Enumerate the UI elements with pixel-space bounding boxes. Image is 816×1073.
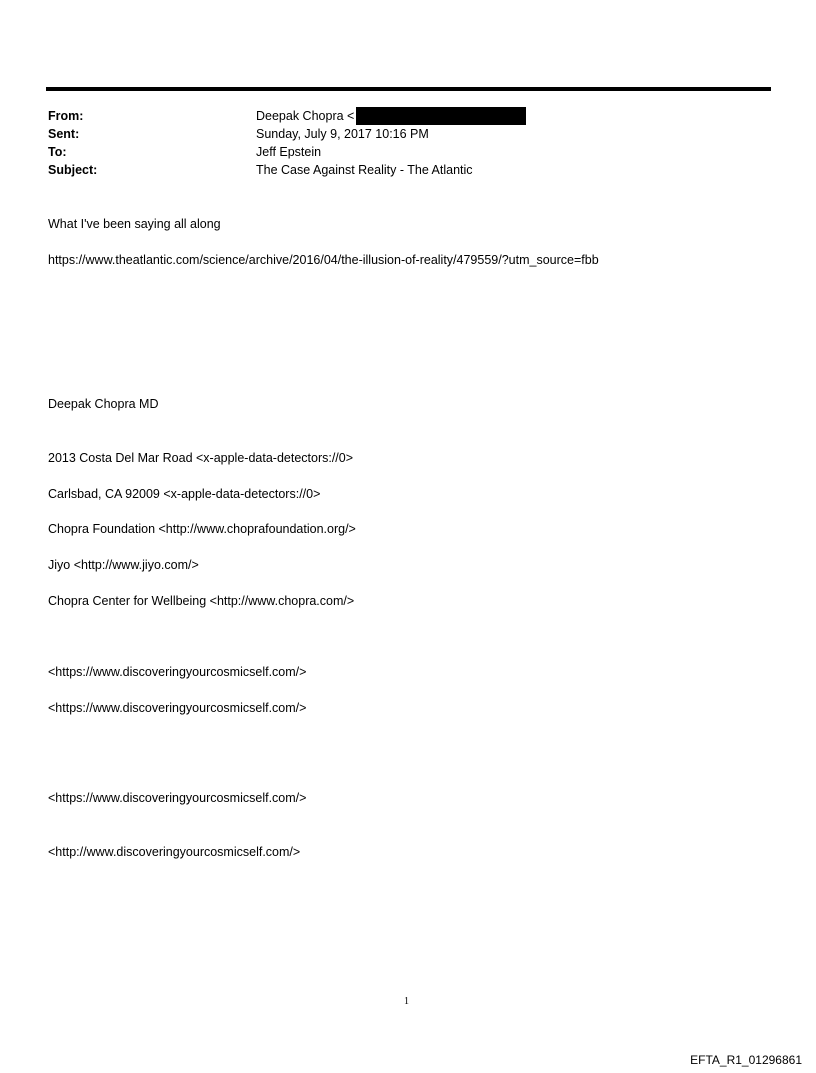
cosmic-self-link-1[interactable]: <https://www.discoveringyourcosmicself.com/>	[48, 665, 307, 679]
to-label: To:	[48, 145, 67, 159]
cosmic-self-link-4[interactable]: <http://www.discoveringyourcosmicself.com/>	[48, 845, 301, 859]
sent-value: Sunday, July 9, 2017 10:16 PM	[256, 127, 429, 141]
article-link[interactable]: https://www.theatlantic.com/science/archive/2016/04/the-illusion-of-reality/479559/?utm_source=fbb	[48, 253, 599, 267]
sent-label: Sent:	[48, 127, 80, 141]
chopra-foundation-link[interactable]: Chopra Foundation <http://www.choprafoundation.org/>	[48, 522, 356, 536]
intro-text: What I've been saying all along	[48, 217, 221, 231]
page-number: 1	[404, 996, 409, 1007]
header-divider	[46, 87, 771, 91]
subject-value: The Case Against Reality - The Atlantic	[256, 163, 473, 177]
address-line-1: 2013 Costa Del Mar Road <x-apple-data-detectors://0>	[48, 451, 354, 465]
chopra-center-link[interactable]: Chopra Center for Wellbeing <http://www.chopra.com/>	[48, 594, 355, 608]
from-name: Deepak Chopra <	[256, 109, 355, 123]
redaction-block	[356, 107, 526, 125]
to-value: Jeff Epstein	[256, 145, 322, 159]
from-value	[256, 107, 526, 125]
address-line-2: Carlsbad, CA 92009 <x-apple-data-detectors://0>	[48, 487, 321, 501]
jiyo-link[interactable]: Jiyo <http://www.jiyo.com/>	[48, 558, 199, 572]
from-label: From:	[48, 109, 84, 123]
cosmic-self-link-3[interactable]: <https://www.discoveringyourcosmicself.com/>	[48, 791, 307, 805]
document-id: EFTA_R1_01296861	[690, 1053, 802, 1067]
cosmic-self-link-2[interactable]: <https://www.discoveringyourcosmicself.com/>	[48, 701, 307, 715]
signature-name: Deepak Chopra MD	[48, 397, 159, 411]
subject-label: Subject:	[48, 163, 98, 177]
